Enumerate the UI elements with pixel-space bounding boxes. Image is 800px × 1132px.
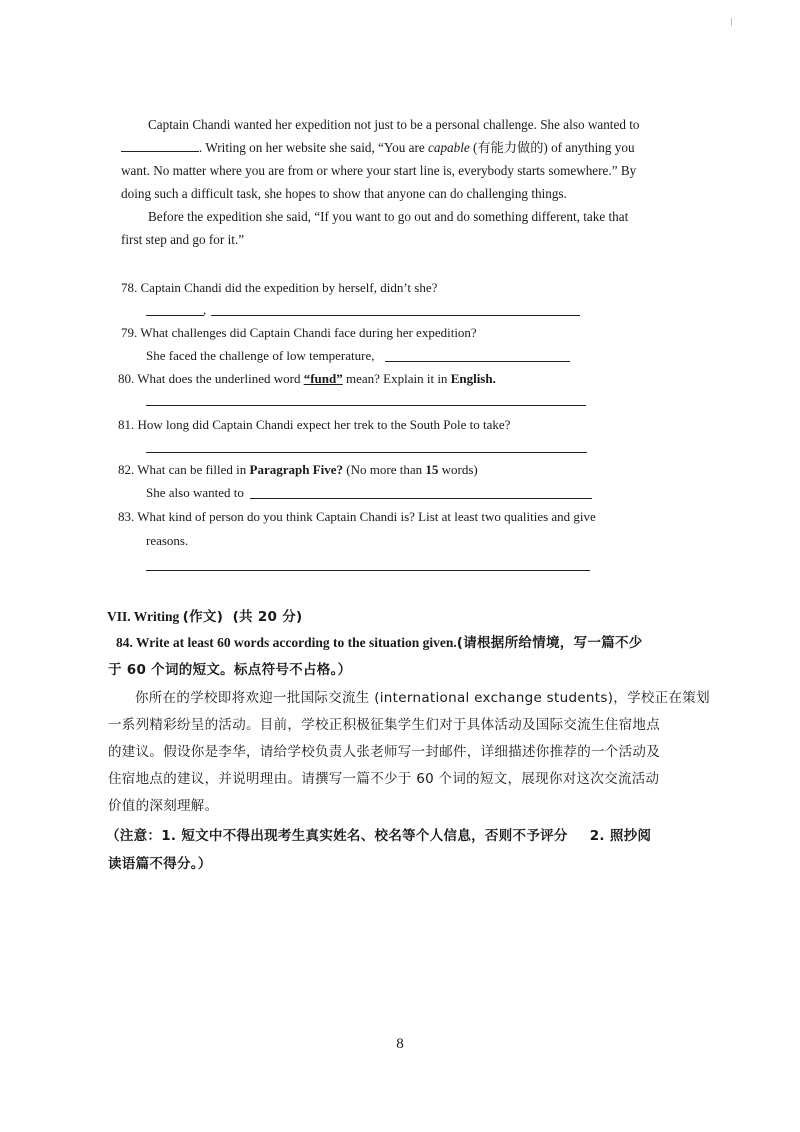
- q83-answer-blank[interactable]: [146, 570, 590, 571]
- passage-line-4: doing such a difficult task, she hopes to show that anyone can do challenging things.: [121, 186, 567, 201]
- question-81: 81. How long did Captain Chandi expect her trek to the South Pole to take?: [118, 417, 511, 432]
- question-84: 84. Write at least 60 words according to the situation given.(请根据所给情境，写一篇不少: [116, 635, 643, 651]
- page-number: 8: [396, 1036, 404, 1052]
- prompt-line-3: 的建议。假设你是李华，请给学校负责人张老师写一封邮件，详细描述你推荐的一个活动及: [108, 744, 660, 760]
- capable-word: capable: [428, 140, 470, 155]
- prompt-line-5: 价值的深刻理解。: [108, 798, 219, 814]
- q78-answer-blank-2[interactable]: [211, 315, 580, 316]
- fund-word: “fund”: [303, 371, 343, 386]
- passage-blank[interactable]: [121, 139, 199, 152]
- passage-line-1: Captain Chandi wanted her expedition not just to be a personal challenge. She also wanted to: [148, 117, 640, 132]
- question-82: 82. What can be filled in Paragraph Five? (No more than 15 words): [118, 462, 478, 477]
- question-79: 79. What challenges did Captain Chandi face during her expedition?: [121, 325, 477, 340]
- question-83: 83. What kind of person do you think Captain Chandi is? List at least two qualities and give: [118, 509, 596, 524]
- scan-mark: [731, 18, 732, 26]
- note-line-2: 读语篇不得分。）: [108, 856, 212, 872]
- q78-answer-blank-1[interactable]: [146, 315, 204, 316]
- question-80: 80. What does the underlined word “fund” mean? Explain it in English.: [118, 371, 496, 386]
- writing-heading: VII. Writing (作文) (共 20 分): [107, 609, 303, 625]
- q82-answer-blank[interactable]: [250, 498, 592, 499]
- passage-line-5: Before the expedition she said, “If you want to go out and do something different, take that: [148, 209, 629, 224]
- passage-line-6: first step and go for it.”: [121, 232, 245, 247]
- q79-answer-prompt: She faced the challenge of low temperature,: [146, 348, 375, 363]
- question-84-cont: 于 60 个词的短文。标点符号不占格。）: [108, 662, 352, 678]
- q81-answer-blank[interactable]: [146, 452, 587, 453]
- q78-comma: ,: [203, 302, 207, 317]
- note-line-1: （注意：1. 短文中不得出现考生真实姓名、校名等个人信息，否则不予评分 2. 照抄阅: [106, 828, 652, 844]
- prompt-line-2: 一系列精彩纷呈的活动。目前，学校正积极征集学生们对于具体活动及国际交流生住宿地点: [108, 717, 660, 733]
- prompt-line-4: 住宿地点的建议，并说明理由。请撰写一篇不少于 60 个词的短文，展现你对这次交流活动: [108, 771, 660, 787]
- q79-answer-blank[interactable]: [385, 361, 570, 362]
- q82-answer-prompt: She also wanted to: [146, 485, 244, 500]
- q80-answer-blank[interactable]: [146, 405, 586, 406]
- passage-line-2: . Writing on her website she said, “You are capable (有能力做的) of anything you: [121, 139, 635, 157]
- passage-line-3: want. No matter where you are from or where your start line is, everybody starts somewhere.” By: [121, 163, 637, 178]
- prompt-line-1: 你所在的学校即将欢迎一批国际交流生 (international exchange students)，学校正在策划: [135, 690, 710, 706]
- question-83-cont: reasons.: [146, 533, 189, 548]
- question-78: 78. Captain Chandi did the expedition by herself, didn’t she?: [121, 280, 438, 295]
